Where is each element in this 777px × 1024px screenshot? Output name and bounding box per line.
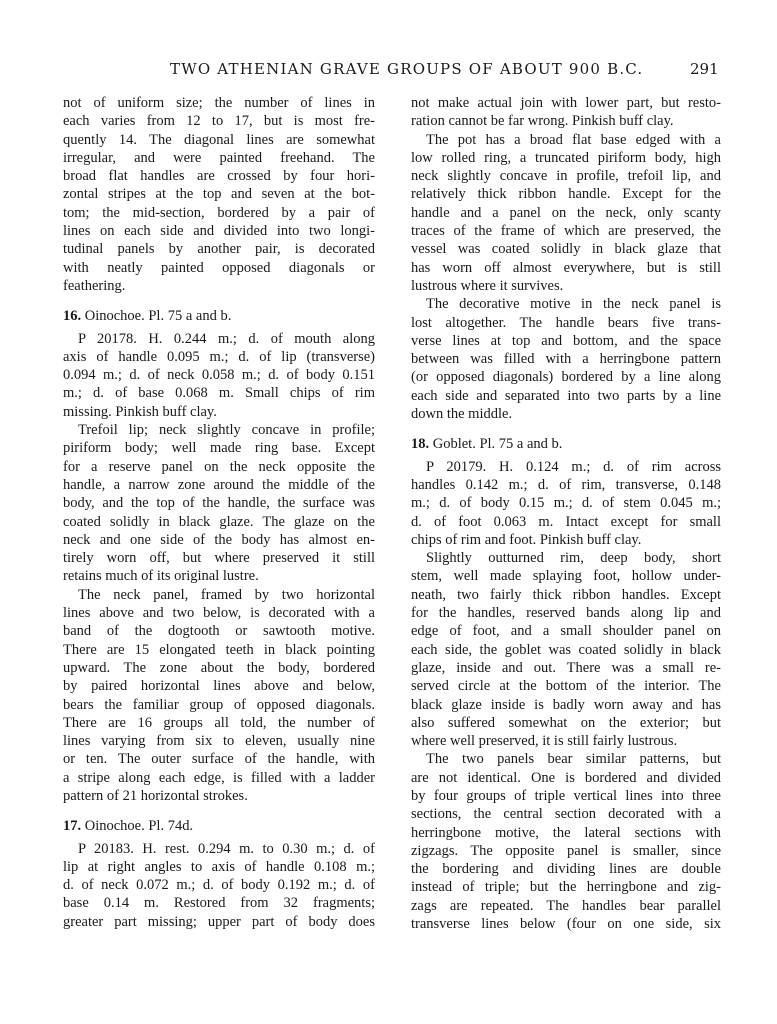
text-line: zags are repeated. The handles bear parallel xyxy=(411,897,721,914)
text-line: The two panels bear similar patterns, but xyxy=(426,751,721,768)
text-line: The neck panel, framed by two horizontal xyxy=(78,586,375,603)
text-line: tudinal panels by another pair, is decorated xyxy=(63,241,375,258)
catalogue-entry-18 xyxy=(411,458,721,934)
text-line: m.; d. of base 0.068 m. Small chips of rim xyxy=(63,385,375,402)
text-line: lines varying from six to eleven, usually nine xyxy=(63,733,375,750)
text-line: zontal stripes at the top and seven at the bot- xyxy=(63,186,375,203)
text-line: broad flat handles are crossed by four hori- xyxy=(63,168,375,185)
text-line: piriform body; well made ring base. Except xyxy=(63,440,375,457)
right-column xyxy=(411,94,721,933)
text-line: (or opposed diagonals) bordered by a line along xyxy=(411,369,721,386)
text-line: zigzags. The opposite panel is smaller, since xyxy=(411,842,721,859)
text-line: handle, a narrow zone around the middle of the xyxy=(63,476,375,493)
text-line: retains much of its original lustre. xyxy=(63,568,259,585)
text-line: herringbone motive, the lateral sections with xyxy=(411,824,721,841)
text-line: by paired horizontal lines above and below, xyxy=(63,678,375,695)
catalogue-entry-17 xyxy=(63,840,375,931)
paragraph-continued xyxy=(411,94,721,131)
catalogue-heading-17 xyxy=(63,817,375,835)
text-line: not of uniform size; the number of lines in xyxy=(63,95,375,111)
text-line: the bordering and dividing lines are double xyxy=(411,861,721,878)
text-line: has worn off almost everywhere, but is still xyxy=(411,259,721,276)
text-line: not make actual join with lower part, but resto- xyxy=(411,95,721,111)
text-line: relatively thick ribbon handle. Except for the xyxy=(411,186,721,203)
text-line: handle and a panel on the neck, only scanty xyxy=(411,204,721,221)
catalogue-title: Oinochoe. Pl. 75 a and b. xyxy=(84,308,232,325)
text-line: instead of triple; but the herringbone and zig- xyxy=(411,879,721,896)
text-line: quently 14. The diagonal lines are somewhat xyxy=(63,131,375,148)
text-line: verse lines at top and bottom, and the space xyxy=(411,332,721,349)
text-line: d. of foot 0.063 m. Intact except for small xyxy=(411,513,721,530)
paragraph-continued xyxy=(63,94,375,295)
paragraph xyxy=(411,295,721,423)
text-line: P 20183. H. rest. 0.294 m. to 0.30 m.; d. of xyxy=(78,840,375,857)
text-line: between was filled with a herringbone pattern xyxy=(411,351,721,368)
text-line: tom; the mid-section, bordered by a pair of xyxy=(63,204,375,221)
text-line: traces of the frame of which are preserved, the xyxy=(411,223,721,240)
text-line: low rolled ring, a truncated piriform body, high xyxy=(411,149,721,166)
text-line: neath, two fairly thick ribbon handles. Except xyxy=(411,586,721,603)
catalogue-number: 17. xyxy=(63,818,82,835)
text-line: There are 16 groups all told, the number of xyxy=(63,714,375,731)
text-line: for the handles, reserved bands along lip and xyxy=(411,605,721,622)
text-line: lost altogether. The handle bears five trans- xyxy=(411,314,721,331)
text-line: each side and separated into two parts by a line xyxy=(411,387,721,404)
text-line: a stripe along each edge, is filled with a ladder xyxy=(63,769,375,786)
text-line: handles 0.142 m.; d. of rim, transverse, 0.148 xyxy=(411,476,721,493)
text-line: There are 15 elongated teeth in black pointing xyxy=(63,641,375,658)
catalogue-number: 16. xyxy=(63,308,82,325)
text-line: each side, the goblet was coated solidly in black xyxy=(411,641,721,658)
text-line: body, and the top of the handle, the surface was xyxy=(63,495,375,512)
catalogue-number: 18. xyxy=(411,436,430,453)
text-line: tirely worn off, but where preserved it still xyxy=(63,550,375,567)
page-number: 291 xyxy=(690,60,719,78)
text-line: edge of foot, and a small shoulder panel on xyxy=(411,623,721,640)
running-header xyxy=(0,60,777,84)
text-line: or ten. The outer surface of the handle, with xyxy=(63,751,375,768)
text-line: upward. The zone about the body, bordered xyxy=(63,659,375,676)
text-line: P 20179. H. 0.124 m.; d. of rim across xyxy=(426,458,721,475)
text-line: where well preserved, it is still fairly lustrous. xyxy=(411,733,678,750)
text-line: are not identical. One is bordered and divided xyxy=(411,769,721,786)
text-line: glaze, inside and out. There was a small re- xyxy=(411,659,721,676)
text-line: P 20178. H. 0.244 m.; d. of mouth along xyxy=(78,330,375,347)
text-line: chips of rim and foot. Pinkish buff clay. xyxy=(411,531,642,548)
text-line: d. of neck 0.072 m.; d. of body 0.192 m.; d. of xyxy=(63,877,375,894)
text-line: coated solidly in black glaze. The glaze on the xyxy=(63,513,375,530)
text-line: lines on each side and divided into two longi- xyxy=(63,223,375,240)
text-line: with neatly painted opposed diagonals or xyxy=(63,259,375,276)
text-line: transverse lines below (four on one side, six xyxy=(411,916,721,933)
catalogue-heading-16 xyxy=(63,307,375,325)
text-line: Slightly outturned rim, deep body, short xyxy=(426,550,721,567)
text-line: sections, the central section decorated with a xyxy=(411,806,721,823)
catalogue-title: Oinochoe. Pl. 74d. xyxy=(84,818,194,835)
text-line: black glaze inside is badly worn away and has xyxy=(411,696,721,713)
text-line: neck slightly concave in profile, trefoil lip, and xyxy=(411,168,721,185)
text-line: lip at right angles to axis of handle 0.108 m.; xyxy=(63,858,375,875)
text-line: for a reserve panel on the neck opposite the xyxy=(63,458,375,475)
catalogue-entry-16 xyxy=(63,330,375,806)
text-line: greater part missing; upper part of body does xyxy=(63,913,375,930)
text-line: stem, well made splaying foot, hollow under- xyxy=(411,568,721,585)
text-line: m.; d. of body 0.15 m.; d. of stem 0.045 m.; xyxy=(411,495,721,512)
text-line: 0.094 m.; d. of neck 0.058 m.; d. of body 0.151 xyxy=(63,367,375,384)
paragraph xyxy=(411,131,721,296)
text-line: feathering. xyxy=(63,277,126,294)
left-column xyxy=(63,94,375,931)
text-line: down the middle. xyxy=(411,406,513,423)
text-line: Trefoil lip; neck slightly concave in profile; xyxy=(78,422,375,439)
text-line: lines above and two below, is decorated with a xyxy=(63,605,375,622)
text-line: ration cannot be far wrong. Pinkish buff clay. xyxy=(411,113,674,130)
text-line: vessel was coated solidly in black glaze that xyxy=(411,241,721,258)
text-line: axis of handle 0.095 m.; d. of lip (transverse) xyxy=(63,348,375,365)
text-line: each varies from 12 to 17, but is most fre- xyxy=(63,113,375,130)
text-line: bears the familiar group of opposed diagonals. xyxy=(63,696,375,713)
text-line: also suffered somewhat on the exterior; but xyxy=(411,714,721,731)
text-line: base 0.14 m. Restored from 32 fragments; xyxy=(63,895,375,912)
text-line: neck and one side of the body has almost en- xyxy=(63,531,375,548)
text-line: The decorative motive in the neck panel is xyxy=(426,296,721,313)
catalogue-heading-18 xyxy=(411,435,721,453)
text-line: lustrous where it survives. xyxy=(411,277,564,294)
text-line: irregular, and were painted freehand. The xyxy=(63,149,375,166)
text-line: band of the dogtooth or sawtooth motive. xyxy=(63,623,375,640)
running-title: TWO ATHENIAN GRAVE GROUPS OF ABOUT 900 B.C. xyxy=(170,60,644,78)
catalogue-title: Goblet. Pl. 75 a and b. xyxy=(432,436,563,453)
text-line: pattern of 21 horizontal strokes. xyxy=(63,787,248,804)
text-line: The pot has a broad flat base edged with a xyxy=(426,131,721,148)
text-line: served circle at the bottom of the interior. The xyxy=(411,678,721,695)
text-line: missing. Pinkish buff clay. xyxy=(63,403,217,420)
text-line: by four groups of triple vertical lines into three xyxy=(411,787,721,804)
